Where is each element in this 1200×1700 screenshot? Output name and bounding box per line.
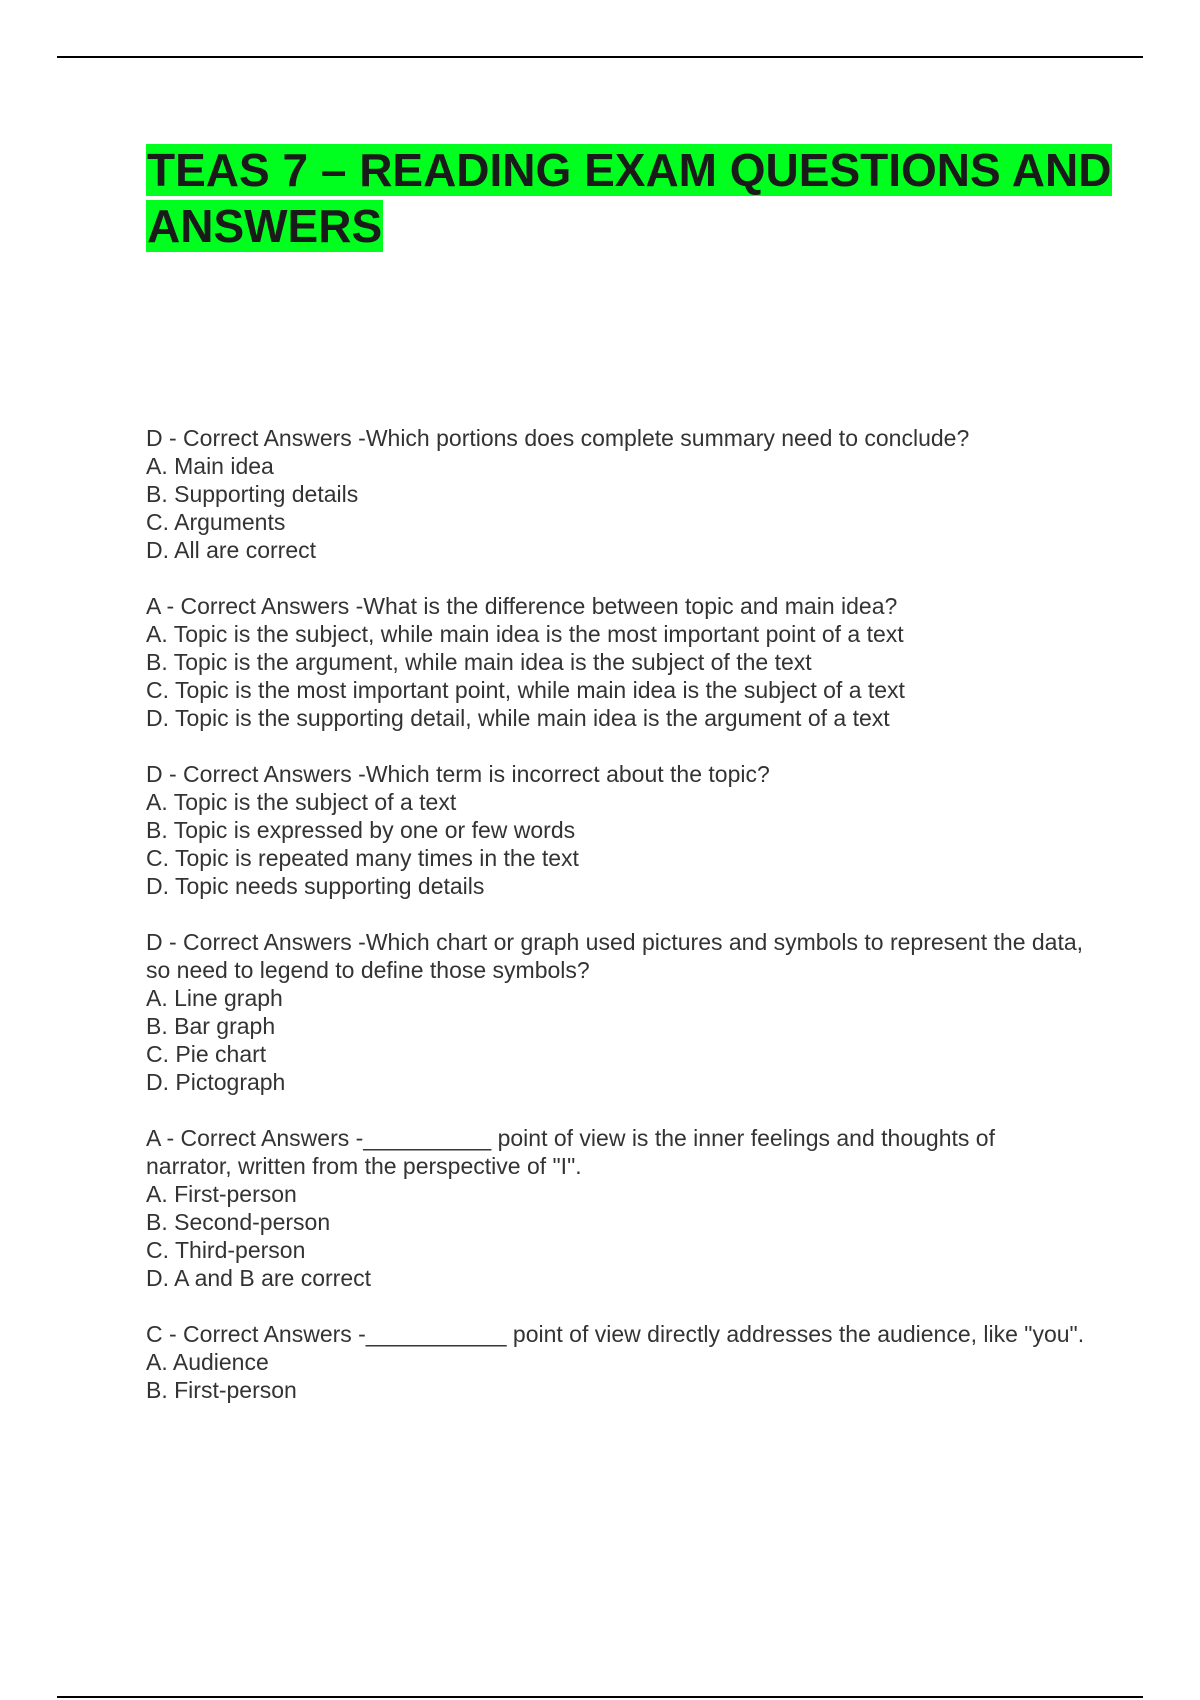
answer-option: B. Bar graph bbox=[146, 1013, 276, 1039]
question-block bbox=[146, 928, 1086, 1096]
question-block bbox=[146, 760, 1086, 900]
answer-option: B. Second-person bbox=[146, 1209, 331, 1235]
answer-option: D. Topic needs supporting details bbox=[146, 873, 485, 899]
answer-option: A. Audience bbox=[146, 1349, 269, 1375]
answer-option: D. Pictograph bbox=[146, 1069, 286, 1095]
question-prompt: D - Correct Answers -Which chart or graph used pictures and symbols to represent the data, so need to legend to define those symbols? bbox=[146, 929, 1084, 983]
answer-option: D. All are correct bbox=[146, 537, 316, 563]
answer-option: A. Topic is the subject of a text bbox=[146, 789, 457, 815]
answer-option: A. Line graph bbox=[146, 985, 283, 1011]
question-prompt: A - Correct Answers -What is the difference between topic and main idea? bbox=[146, 593, 898, 619]
question-prompt: D - Correct Answers -Which term is incorrect about the topic? bbox=[146, 761, 770, 787]
answer-option: C. Topic is repeated many times in the text bbox=[146, 845, 579, 871]
question-block bbox=[146, 1320, 1086, 1404]
question-prompt: C - Correct Answers -___________ point of view directly addresses the audience, like "you". bbox=[146, 1321, 1085, 1347]
answer-option: A. First-person bbox=[146, 1181, 297, 1207]
answer-option: B. Topic is expressed by one or few words bbox=[146, 817, 576, 843]
document-title bbox=[146, 142, 1146, 254]
answer-option: B. Supporting details bbox=[146, 481, 359, 507]
answer-option: D. A and B are correct bbox=[146, 1265, 372, 1291]
answer-option: B. First-person bbox=[146, 1377, 297, 1403]
question-block bbox=[146, 424, 1086, 564]
answer-option: A. Topic is the subject, while main idea is the most important point of a text bbox=[146, 621, 904, 647]
question-list bbox=[146, 424, 1086, 1432]
answer-option: C. Third-person bbox=[146, 1237, 306, 1263]
question-block bbox=[146, 592, 1086, 732]
answer-option: C. Arguments bbox=[146, 509, 286, 535]
answer-option: B. Topic is the argument, while main idea is the subject of the text bbox=[146, 649, 812, 675]
answer-option: D. Topic is the supporting detail, while main idea is the argument of a text bbox=[146, 705, 890, 731]
footer-rule bbox=[57, 1696, 1143, 1698]
header-rule bbox=[57, 56, 1143, 58]
question-block bbox=[146, 1124, 1086, 1292]
answer-option: C. Pie chart bbox=[146, 1041, 267, 1067]
question-prompt: D - Correct Answers -Which portions does complete summary need to conclude? bbox=[146, 425, 970, 451]
answer-option: C. Topic is the most important point, while main idea is the subject of a text bbox=[146, 677, 905, 703]
answer-option: A. Main idea bbox=[146, 453, 274, 479]
title-highlight: TEAS 7 – READING EXAM QUESTIONS AND ANSWERS bbox=[147, 144, 1112, 252]
question-prompt: A - Correct Answers -__________ point of view is the inner feelings and thoughts of narrator, written from the perspective of "I". bbox=[146, 1125, 995, 1179]
